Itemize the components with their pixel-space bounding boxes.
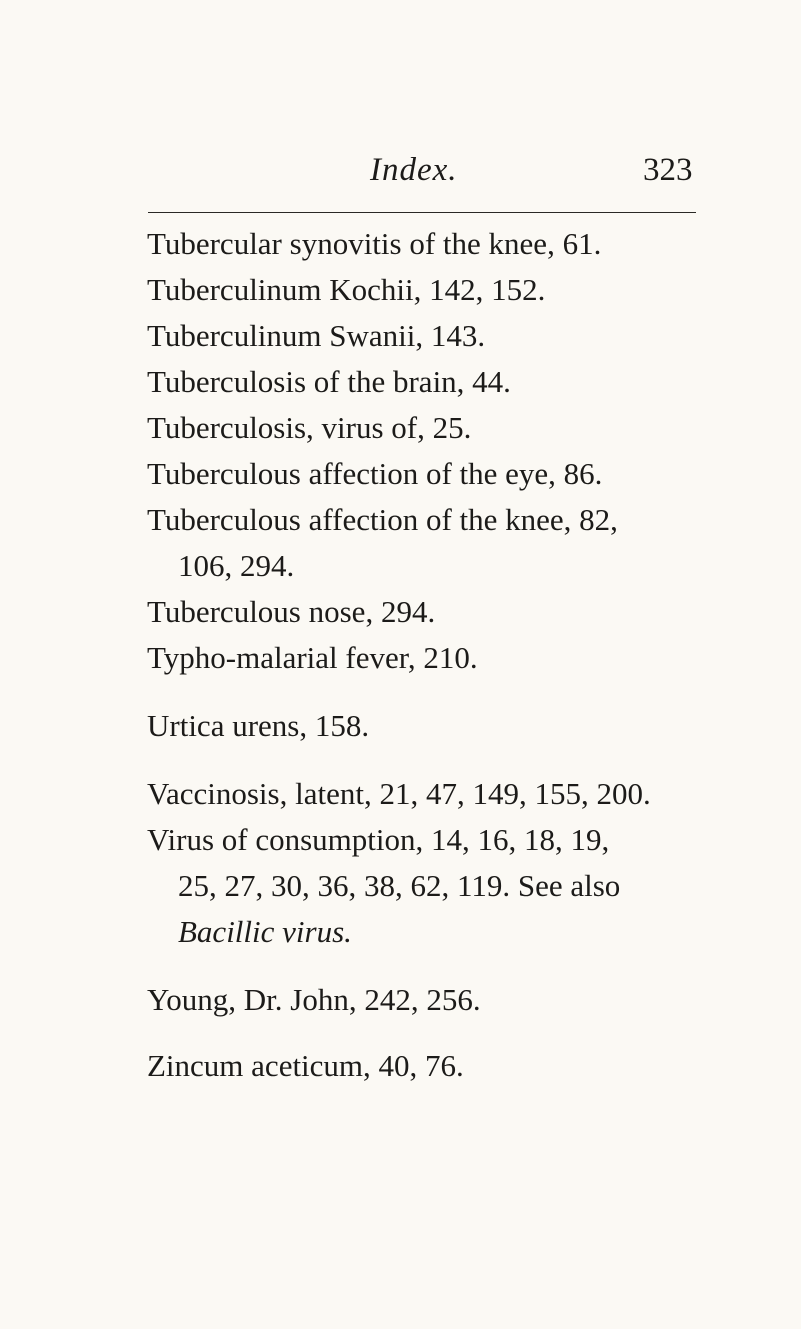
index-entry-continuation: 106, 294. <box>178 548 295 583</box>
index-entry: Tuberculosis of the brain, 44. <box>147 364 511 399</box>
index-entry: Vaccinosis, latent, 21, 47, 149, 155, 200. <box>147 776 651 811</box>
index-entry: Tuberculinum Kochii, 142, 152. <box>147 272 546 307</box>
index-entry: Typho-malarial fever, 210. <box>147 640 478 675</box>
running-head: Index. <box>370 152 458 188</box>
index-entry: Tuberculous affection of the eye, 86. <box>147 456 603 491</box>
index-entry: Tuberculinum Swanii, 143. <box>147 318 486 353</box>
index-entry: Virus of consumption, 14, 16, 18, 19, <box>147 822 610 857</box>
index-entry: Tuberculous affection of the knee, 82, <box>147 502 618 537</box>
index-entry: Tubercular synovitis of the knee, 61. <box>147 226 602 261</box>
index-entry: Tuberculous nose, 294. <box>147 594 436 629</box>
index-entry: Zincum aceticum, 40, 76. <box>147 1048 464 1083</box>
index-cross-reference: Bacillic virus. <box>178 914 352 949</box>
index-entry-continuation: 25, 27, 30, 36, 38, 62, 119. See also <box>178 868 621 903</box>
index-entry: Tuberculosis, virus of, 25. <box>147 410 472 445</box>
index-entry: Young, Dr. John, 242, 256. <box>147 982 481 1017</box>
page-number: 323 <box>643 152 693 188</box>
index-entry: Urtica urens, 158. <box>147 708 370 743</box>
page-header <box>0 152 801 196</box>
header-rule <box>148 212 696 213</box>
